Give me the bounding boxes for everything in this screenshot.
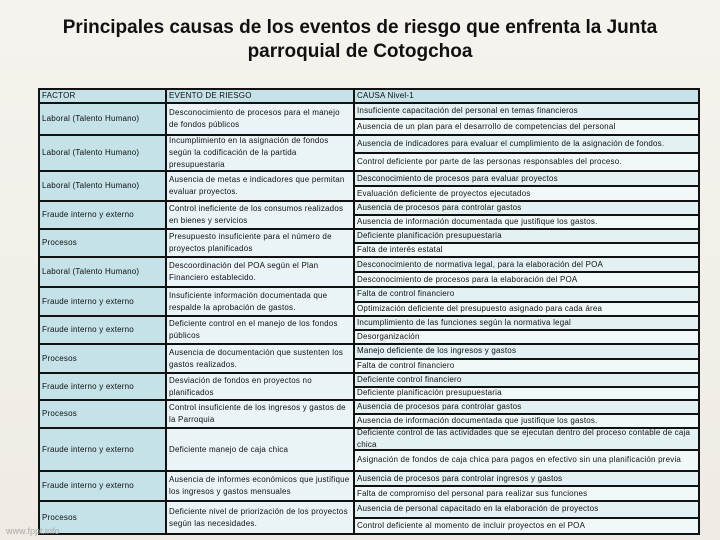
table-row: [40, 102, 698, 134]
causa-cell: Ausencia de información documentada que justifique los gastos.: [355, 413, 698, 427]
watermark: www.fppt.info: [6, 526, 60, 536]
causa-cell-group: [355, 230, 698, 256]
evento-cell: Deficiente nivel de priorización de los proyectos según las necesidades.: [167, 502, 355, 533]
header-factor: FACTOR: [40, 90, 167, 102]
factor-cell: Procesos: [40, 230, 167, 256]
causa-cell-group: [355, 136, 698, 170]
causa-cell-group: [355, 317, 698, 343]
causa-cell-group: [355, 472, 698, 500]
causa-cell: Desconocimiento de procesos para evaluar proyectos: [355, 172, 698, 185]
causa-cell: Insuficiente capacitación del personal en temas financieros: [355, 104, 698, 118]
table-row: [40, 315, 698, 343]
causa-cell: Desorganización: [355, 329, 698, 343]
causa-cell: Deficiente planificación presupuestaria: [355, 230, 698, 242]
causa-cell: Asignación de fondos de caja chica para pagos en efectivo sin una planificación previa: [355, 449, 698, 471]
factor-cell: Laboral (Talento Humano): [40, 172, 167, 200]
causa-cell-group: [355, 288, 698, 315]
factor-cell: Procesos: [40, 502, 167, 533]
causa-cell-group: [355, 429, 698, 470]
factor-cell: Fraude interno y externo: [40, 202, 167, 228]
causa-cell-group: [355, 202, 698, 228]
evento-cell: Deficiente manejo de caja chica: [167, 429, 355, 470]
table-row: [40, 170, 698, 200]
evento-cell: Deficiente control en el manejo de los fondos públicos: [167, 317, 355, 343]
causa-cell: Deficiente planificación presupuestaria: [355, 386, 698, 400]
causa-cell-group: [355, 374, 698, 399]
evento-cell: Insuficiente información documentada que respalde la aprobación de gastos.: [167, 288, 355, 315]
factor-cell: Fraude interno y externo: [40, 317, 167, 343]
factor-cell: Procesos: [40, 345, 167, 372]
causa-cell: Ausencia de un plan para el desarrollo de competencias del personal: [355, 118, 698, 134]
table-header: [40, 90, 698, 102]
causa-cell: Control deficiente por parte de las personas responsables del proceso.: [355, 152, 698, 170]
causa-cell: Ausencia de indicadores para evaluar el cumplimiento de la asignación de fondos.: [355, 136, 698, 152]
causa-cell: Deficiente control financiero: [355, 374, 698, 386]
causa-cell-group: [355, 258, 698, 286]
causa-cell: Control deficiente al momento de incluir proyectos en el POA: [355, 517, 698, 534]
header-causa: CAUSA Nivel-1: [355, 90, 698, 102]
evento-cell: Presupuesto insuficiente para el número de proyectos planificados: [167, 230, 355, 256]
causa-cell: Manejo deficiente de los ingresos y gastos: [355, 345, 698, 358]
factor-cell: Procesos: [40, 401, 167, 427]
causa-cell: Falta de compromiso del personal para realizar sus funciones: [355, 485, 698, 500]
page-title: Principales causas de los eventos de riesgo que enfrenta la Junta parroquial de Cotogchoa: [62, 17, 658, 62]
table-row: [40, 200, 698, 228]
evento-cell: Control insuficiente de los ingresos y gastos de la Parroquia: [167, 401, 355, 427]
factor-cell: Laboral (Talento Humano): [40, 104, 167, 134]
factor-cell: Fraude interno y externo: [40, 374, 167, 399]
causa-cell-group: [355, 401, 698, 427]
causa-cell: Incumplimiento de las funciones según la normativa legal: [355, 317, 698, 329]
causa-cell-group: [355, 345, 698, 372]
evento-cell: Ausencia de documentación que sustenten los gastos realizados.: [167, 345, 355, 372]
causa-cell-group: [355, 104, 698, 134]
table-row: [40, 343, 698, 372]
causa-cell-group: [355, 172, 698, 200]
causa-cell: Falta de interés estatal: [355, 242, 698, 256]
evento-cell: Ausencia de informes económicos que justifique los ingresos y gastos mensuales: [167, 472, 355, 500]
table-row: [40, 399, 698, 427]
causa-cell: Desconocimiento de procesos para la elaboración del POA: [355, 271, 698, 286]
table-row: [40, 427, 698, 470]
causa-cell: Ausencia de procesos para controlar gastos: [355, 401, 698, 413]
causa-cell: Falta de control financiero: [355, 288, 698, 301]
evento-cell: Desviación de fondos en proyectos no planificados: [167, 374, 355, 399]
evento-cell: Ausencia de metas e indicadores que permitan evaluar proyectos.: [167, 172, 355, 200]
causa-cell: Desconocimiento de normativa legal, para la elaboración del POA: [355, 258, 698, 271]
table-row: [40, 372, 698, 399]
header-evento: EVENTO DE RIESGO: [167, 90, 355, 102]
factor-cell: Laboral (Talento Humano): [40, 258, 167, 286]
table-row: [40, 256, 698, 286]
table-row: [40, 134, 698, 170]
evento-cell: Control ineficiente de los consumos realizados en bienes y servicios: [167, 202, 355, 228]
causa-cell: Ausencia de información documentada que justifique los gastos.: [355, 214, 698, 228]
table-row: [40, 500, 698, 533]
causa-cell: Optimización deficiente del presupuesto asignado para cada área: [355, 301, 698, 316]
table-row: [40, 228, 698, 256]
evento-cell: Descoordinación del POA según el Plan Financiero establecido.: [167, 258, 355, 286]
causa-cell: Ausencia de procesos para controlar gastos: [355, 202, 698, 214]
causa-cell: Ausencia de personal capacitado en la elaboración de proyectos: [355, 502, 698, 517]
causa-cell: Falta de control financiero: [355, 358, 698, 373]
factor-cell: Laboral (Talento Humano): [40, 136, 167, 170]
causa-cell: Evaluación deficiente de proyectos ejecutados: [355, 185, 698, 200]
causa-cell-group: [355, 502, 698, 533]
factor-cell: Fraude interno y externo: [40, 429, 167, 470]
factor-cell: Fraude interno y externo: [40, 288, 167, 315]
evento-cell: Incumplimiento en la asignación de fondos según la codificación de la partida presupuestaria: [167, 136, 355, 170]
evento-cell: Desconocimiento de procesos para el manejo de fondos públicos: [167, 104, 355, 134]
factor-cell: Fraude interno y externo: [40, 472, 167, 500]
causa-cell: Ausencia de procesos para controlar ingresos y gastos: [355, 472, 698, 485]
risk-causes-table: [38, 88, 700, 535]
table-row: [40, 286, 698, 315]
causa-cell: Deficiente control de las actividades que se ejecutan dentro del proceso contable de caja chica: [355, 429, 698, 449]
table-row: [40, 470, 698, 500]
